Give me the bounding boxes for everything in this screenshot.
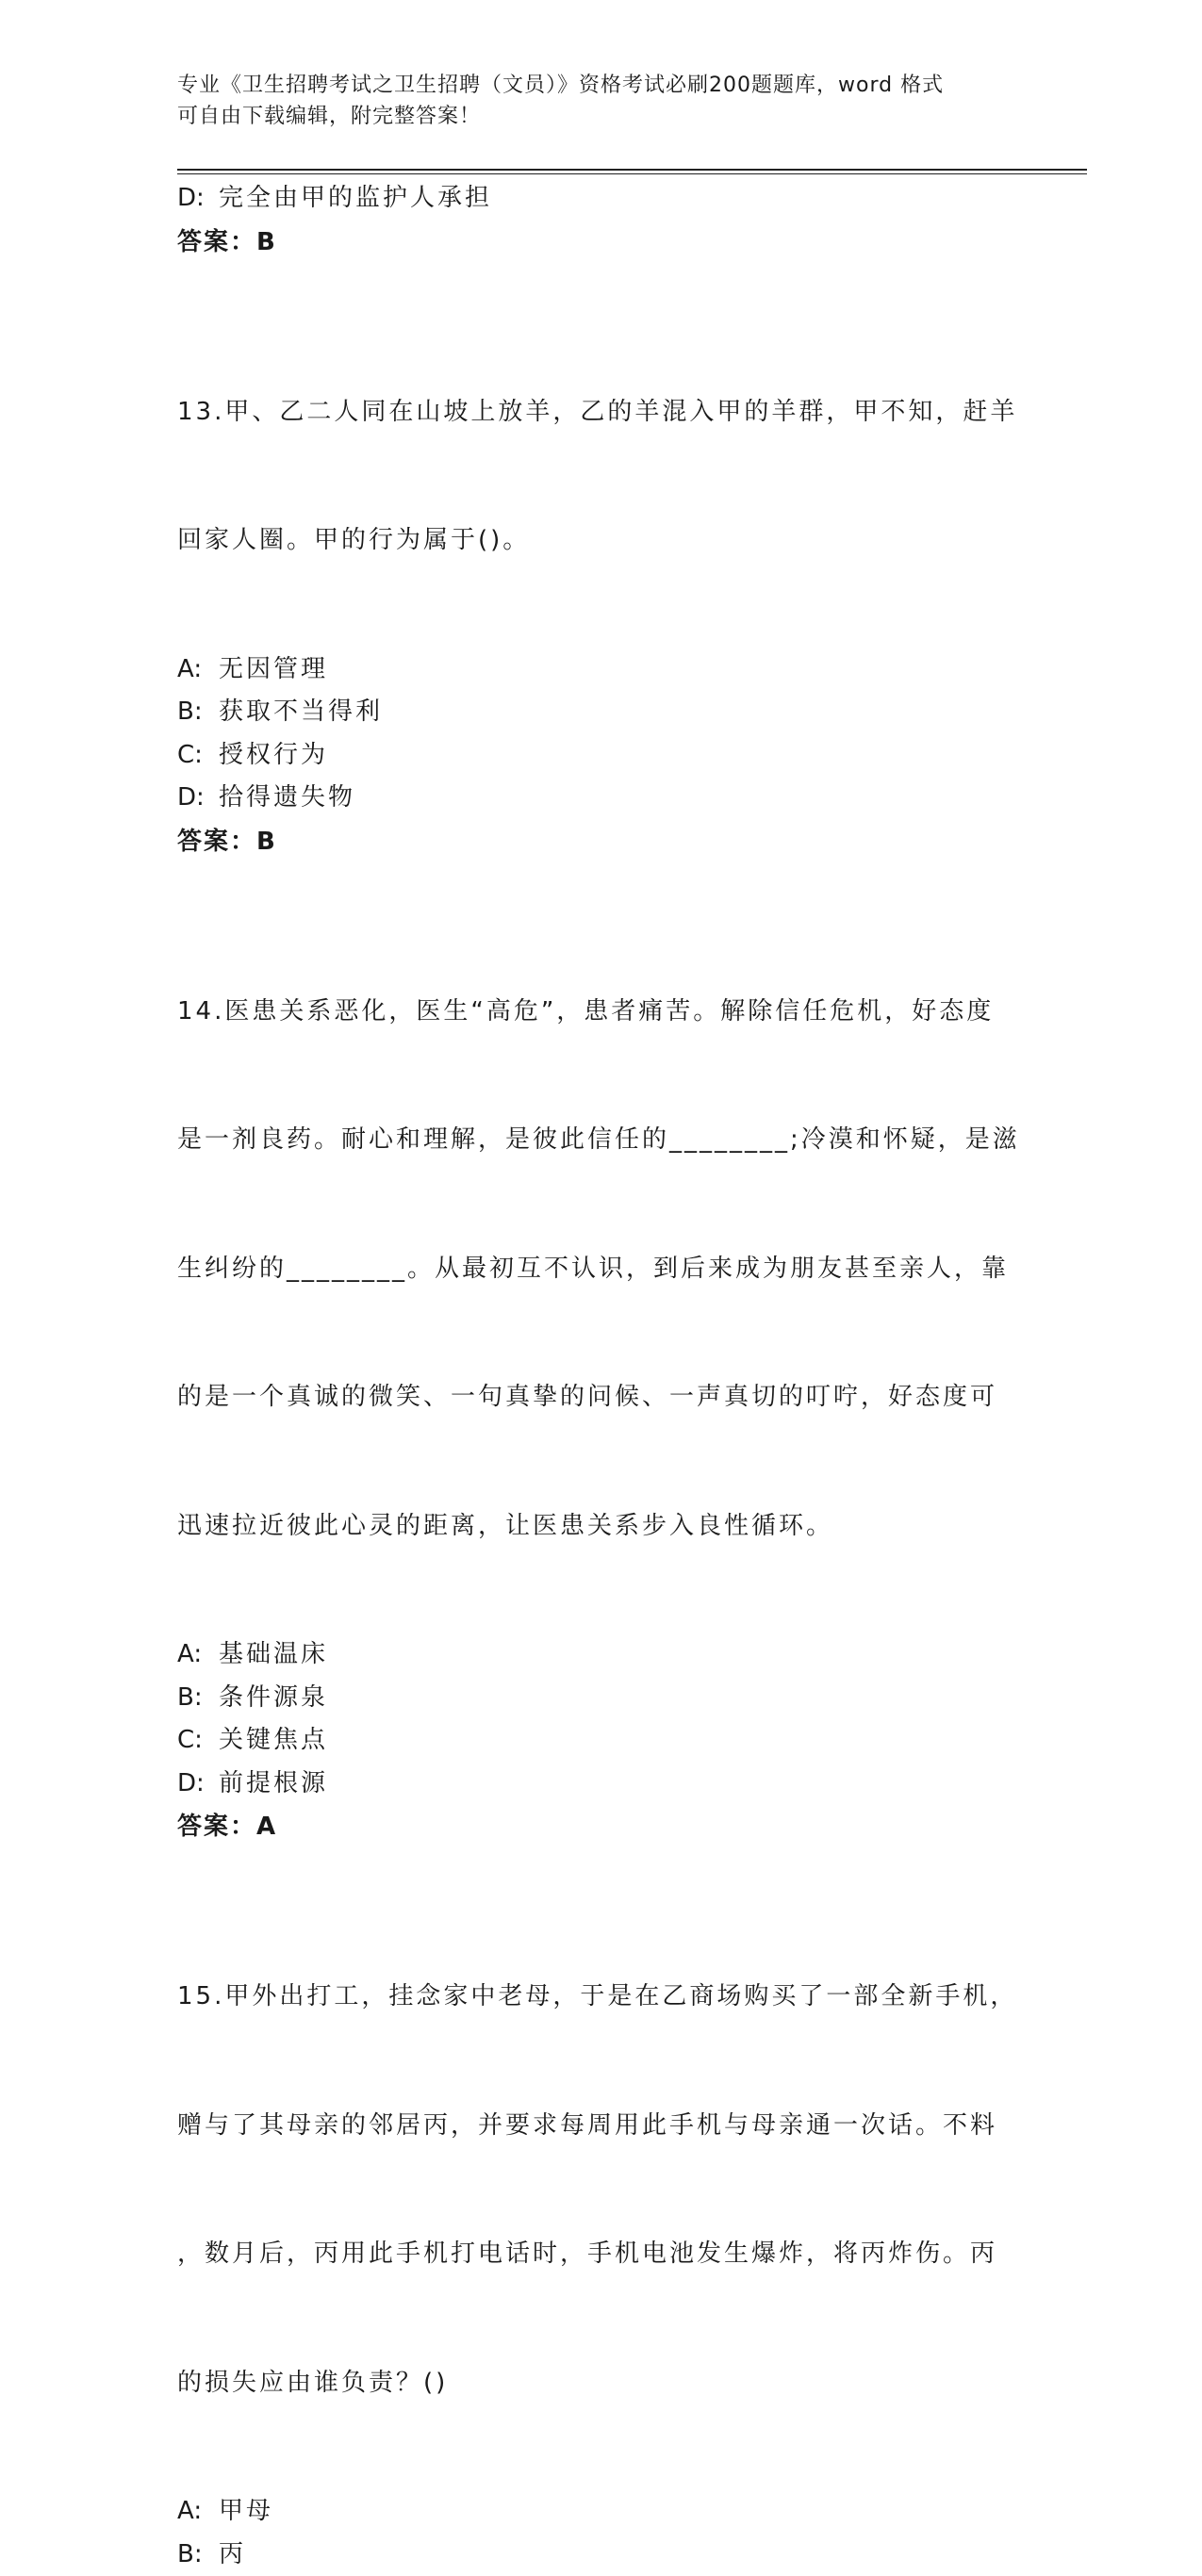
spacer (177, 1848, 1026, 1890)
question-13 (177, 305, 1026, 863)
option-a (177, 648, 1026, 692)
option-b (177, 691, 1026, 734)
option-b (177, 1677, 1026, 1720)
question-14 (177, 905, 1026, 1849)
question-line: 赠与了其母亲的邻居丙，并要求每周用此手机与母亲通一次话。不料 (177, 2105, 1026, 2148)
option-d (177, 777, 1026, 820)
question-15 (177, 1890, 1026, 2576)
option-letter: A: (177, 2490, 219, 2534)
option-letter: B: (177, 1677, 219, 1720)
spacer (177, 264, 1026, 305)
option-letter: D: (177, 1763, 219, 1806)
header-line-2: 可自由下载编辑，附完整答案！ (177, 101, 1016, 132)
header-rule-thick (177, 169, 1087, 171)
option-b (177, 2534, 1026, 2576)
question-stem (177, 1890, 1026, 2490)
document-header (177, 70, 1016, 132)
document-body (177, 177, 1026, 2576)
question-line: 迅速拉近彼此心灵的距离，让医患关系步入良性循环。 (177, 1505, 1026, 1549)
option-letter: D: (177, 177, 219, 221)
question-line: 13.甲、乙二人同在山坡上放羊，乙的羊混入甲的羊群，甲不知，赶羊 (177, 391, 1026, 435)
header-line-1: 专业《卫生招聘考试之卫生招聘（文员）》资格考试必刷200题题库，word 格式 (177, 70, 1016, 101)
option-text: 拾得遗失物 (219, 783, 355, 812)
option-c (177, 1719, 1026, 1763)
option-text: 条件源泉 (219, 1683, 328, 1712)
option-text: 完全由甲的监护人承担 (219, 184, 492, 212)
option-text: 甲母 (219, 2497, 273, 2525)
option-text: 无因管理 (219, 655, 328, 683)
option-text: 基础温床 (219, 1640, 328, 1668)
option-text: 关键焦点 (219, 1726, 328, 1754)
option-c (177, 734, 1026, 778)
answer-line: 答案：B (177, 221, 1026, 264)
question-stem (177, 305, 1026, 648)
question-line: 生纠纷的________。从最初互不认识，到后来成为朋友甚至亲人，靠 (177, 1248, 1026, 1291)
option-text: 丙 (219, 2540, 246, 2568)
question-line: 的损失应由谁负责？() (177, 2362, 1026, 2405)
option-letter: A: (177, 648, 219, 692)
option-letter: B: (177, 2534, 219, 2576)
prev-question-tail (177, 177, 1026, 264)
option-text: 授权行为 (219, 741, 328, 769)
question-line: 是一剂良药。耐心和理解，是彼此信任的________;冷漠和怀疑，是滋 (177, 1119, 1026, 1162)
option-letter: C: (177, 1719, 219, 1763)
option-letter: A: (177, 1633, 219, 1677)
spacer (177, 863, 1026, 905)
option-a (177, 1633, 1026, 1677)
option-letter: B: (177, 691, 219, 734)
question-line: 14.医患关系恶化，医生“高危”，患者痛苦。解除信任危机，好态度 (177, 991, 1026, 1034)
answer-line: 答案：B (177, 820, 1026, 863)
option-text: 获取不当得利 (219, 697, 383, 726)
question-line: 15.甲外出打工，挂念家中老母，于是在乙商场购买了一部全新手机， (177, 1976, 1026, 2019)
option-letter: D: (177, 777, 219, 820)
question-line: 回家人圈。甲的行为属于()。 (177, 519, 1026, 563)
option-d (177, 1763, 1026, 1806)
option-text: 前提根源 (219, 1769, 328, 1797)
question-line: 的是一个真诚的微笑、一句真挚的问候、一声真切的叮咛，好态度可 (177, 1376, 1026, 1419)
option-a (177, 2490, 1026, 2534)
question-stem (177, 905, 1026, 1634)
question-line: ，数月后，丙用此手机打电话时，手机电池发生爆炸，将丙炸伤。丙 (177, 2233, 1026, 2276)
header-rule-thin (177, 173, 1087, 174)
answer-line: 答案：A (177, 1805, 1026, 1848)
option-letter: C: (177, 734, 219, 778)
option-d (177, 177, 1026, 221)
